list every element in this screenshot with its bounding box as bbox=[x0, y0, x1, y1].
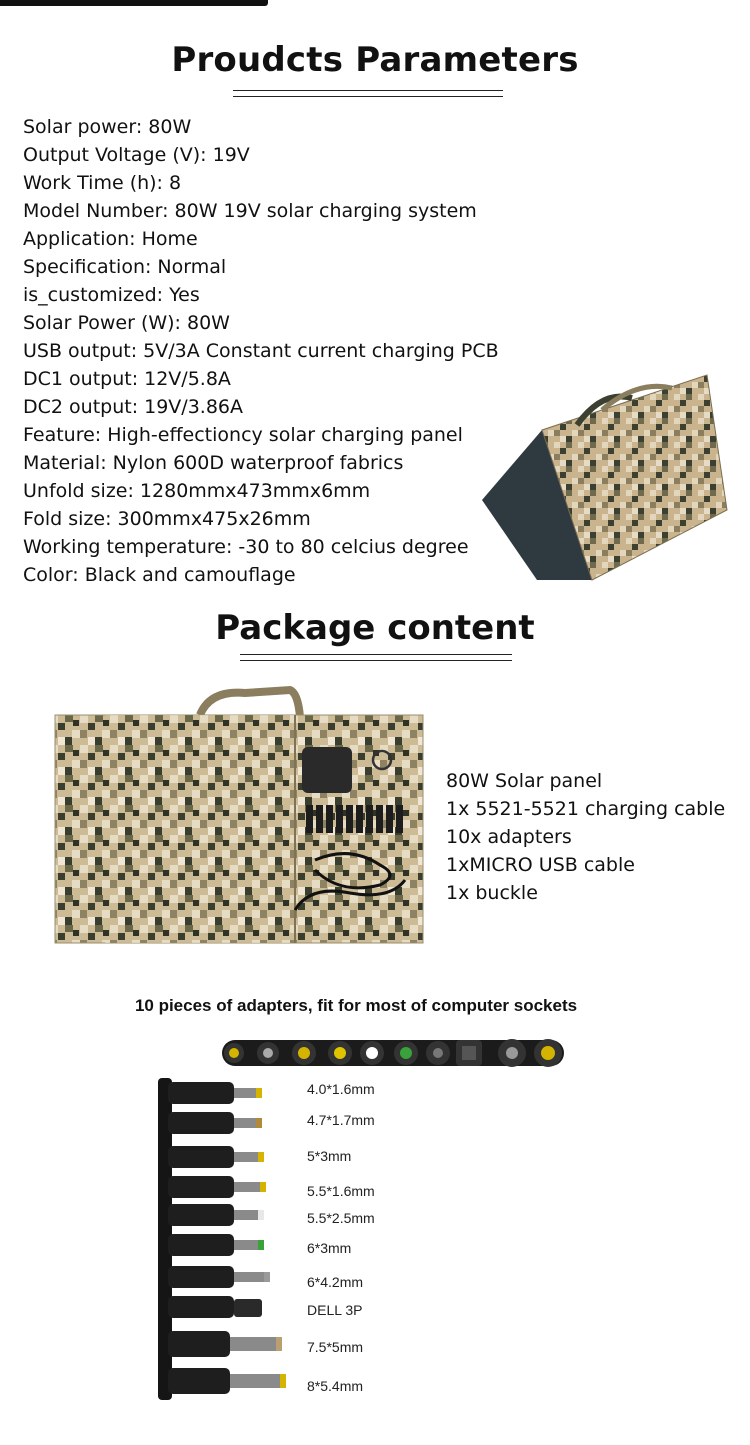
adapter-plug bbox=[168, 1146, 264, 1168]
parameter-row: is_customized: Yes bbox=[23, 284, 200, 306]
parameter-row: DC2 output: 19V/3.86A bbox=[23, 396, 244, 418]
adapter-size-label: 4.7*1.7mm bbox=[307, 1112, 375, 1128]
adapters-caption: 10 pieces of adapters, fit for most of computer sockets bbox=[134, 996, 578, 1015]
adapter-plug bbox=[168, 1331, 282, 1357]
adapter-plug bbox=[168, 1368, 286, 1394]
parameter-row: Solar Power (W): 80W bbox=[23, 312, 230, 334]
package-item: 1xMICRO USB cable bbox=[446, 854, 635, 876]
parameter-row: Output Voltage (V): 19V bbox=[23, 144, 250, 166]
package-contents-list bbox=[446, 767, 725, 907]
parameter-row: Material: Nylon 600D waterproof fabrics bbox=[23, 452, 404, 474]
adapter-stack-image bbox=[158, 1076, 298, 1404]
adapter-plug bbox=[168, 1296, 262, 1318]
title-underline bbox=[233, 90, 503, 91]
parameter-row: USB output: 5V/3A Constant current charging PCB bbox=[23, 340, 499, 362]
title-underline bbox=[240, 654, 512, 655]
title-underline bbox=[233, 96, 503, 97]
parameter-row: Working temperature: -30 to 80 celcius degree bbox=[23, 536, 469, 558]
folded-solar-bag-image bbox=[482, 370, 742, 595]
parameter-row: Fold size: 300mmx475x26mm bbox=[23, 508, 311, 530]
adapter-size-label: 5.5*1.6mm bbox=[307, 1183, 375, 1199]
adapter-plug bbox=[168, 1266, 270, 1288]
adapter-plug bbox=[168, 1234, 264, 1256]
parameter-row: Unfold size: 1280mmx473mmx6mm bbox=[23, 480, 371, 502]
package-item: 10x adapters bbox=[446, 826, 572, 848]
adapter-size-label: 5.5*2.5mm bbox=[307, 1210, 375, 1226]
adapter-size-label: 6*3mm bbox=[307, 1240, 352, 1256]
adapter-size-label: 6*4.2mm bbox=[307, 1274, 364, 1290]
parameter-row: Feature: High-effectioncy solar charging panel bbox=[23, 424, 463, 446]
solar-panel-package-image bbox=[50, 685, 435, 950]
parameter-row: Model Number: 80W 19V solar charging system bbox=[23, 200, 477, 222]
parameter-row: DC1 output: 12V/5.8A bbox=[23, 368, 231, 390]
package-item: 1x buckle bbox=[446, 882, 538, 904]
adapter-plug bbox=[168, 1082, 262, 1104]
adapter-size-label: DELL 3P bbox=[307, 1302, 363, 1318]
package-title: Package content bbox=[215, 608, 535, 648]
parameters-list bbox=[23, 113, 499, 589]
parameter-row: Specification: Normal bbox=[23, 256, 227, 278]
adapter-plug bbox=[168, 1176, 266, 1198]
parameter-row: Work Time (h): 8 bbox=[23, 172, 182, 194]
parameters-title: Proudcts Parameters bbox=[171, 40, 579, 80]
adapter-size-label: 4.0*1.6mm bbox=[307, 1081, 375, 1097]
package-item: 80W Solar panel bbox=[446, 770, 603, 792]
adapter-tips-row-image bbox=[222, 1034, 564, 1072]
parameter-row: Solar power: 80W bbox=[23, 116, 192, 138]
top-edge-bar bbox=[0, 0, 268, 6]
parameter-row: Application: Home bbox=[23, 228, 198, 250]
parameter-row: Color: Black and camouflage bbox=[23, 564, 296, 586]
adapter-plug bbox=[168, 1112, 262, 1134]
adapter-plug bbox=[168, 1204, 264, 1226]
title-underline bbox=[240, 660, 512, 661]
adapter-size-label: 7.5*5mm bbox=[307, 1339, 364, 1355]
adapter-size-label: 8*5.4mm bbox=[307, 1378, 364, 1394]
package-item: 1x 5521-5521 charging cable bbox=[446, 798, 726, 820]
adapter-size-label: 5*3mm bbox=[307, 1148, 352, 1164]
